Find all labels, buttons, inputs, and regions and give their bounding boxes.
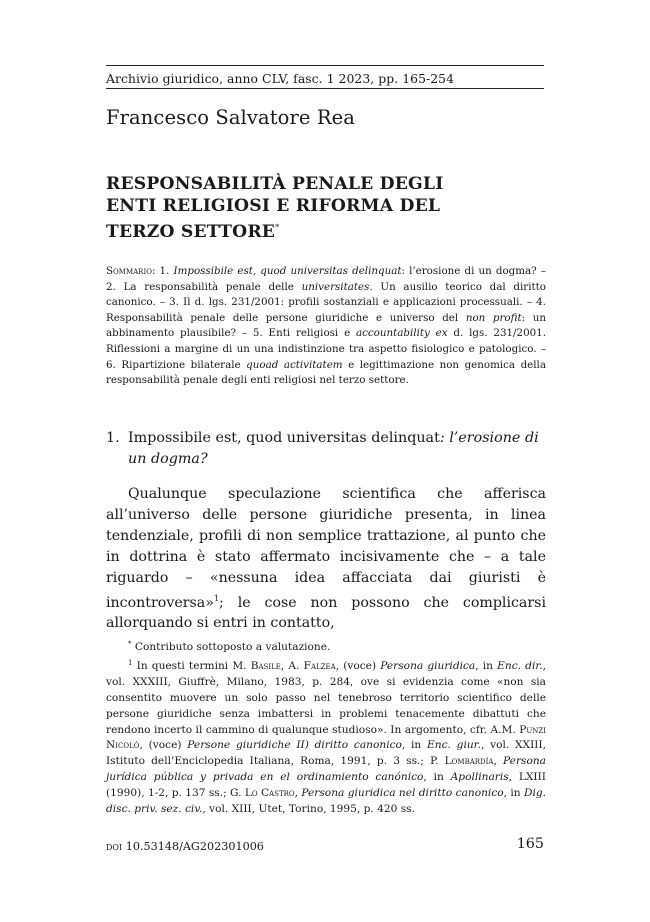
title-line-3	[106, 217, 546, 244]
fn-text: ,	[294, 787, 302, 800]
footnote-1	[106, 656, 546, 818]
summary-text: : 1.	[151, 265, 174, 277]
body-paragraph-text: Qualunque speculazione scientifica che afferisca all’universo delle persone giuridiche presenta, in linea tendenziale, profili di non semplice trattazione, al punto che in dottrina è stato affermato incisivamente che – a tale riguardo – «nessuna idea affacciata dai giuristi è incontroversa»	[106, 486, 546, 611]
summary-text: d. lgs. 231/2001. Riflessioni a margine di un una indistinzione tra aspetto fisiologico e patologico. – 6. Ripartizione bilaterale	[106, 327, 546, 371]
summary-text: : l’erosione di un dogma? – 2. La responsabilità penale delle	[106, 265, 546, 293]
fn-italic: Persona giuridica nel diritto canonico	[301, 787, 504, 800]
author-name: Francesco Salvatore Rea	[106, 106, 356, 129]
header-top-rule	[106, 65, 544, 66]
fn-text: , (voce)	[139, 739, 188, 752]
header-bottom-rule	[106, 88, 544, 89]
fn-text: , (voce)	[335, 659, 381, 672]
summary-text: e legittimazione non genomica della responsabilità penale degli enti religiosi nel terzo settore.	[106, 358, 546, 387]
fn-text: , vol. XXXIII, Giuffrè, Milano, 1983, p. 284, ove si evidenzia come «non sia consentito muovere un solo passo nel tenebroso territorio scientifico delle persone giuridiche senza imbattersi in problemi tenacemente dibattuti che rendono incerto il cammino di qualunque studioso». In argomento, cfr. A.M.	[106, 659, 546, 736]
footnote-star-mark: *	[128, 640, 132, 648]
doi-label: doi	[106, 840, 123, 853]
fn-author: Lo Castro	[244, 787, 295, 800]
summary-text: : un abbinamento plausibile? – 5. Enti religiosi e	[106, 311, 546, 340]
footnote-1-mark: 1	[128, 658, 133, 667]
fn-text: , in	[475, 659, 498, 672]
article-title	[106, 174, 546, 244]
summary-label: Sommario	[106, 265, 152, 277]
section-title-italic: : l’erosione di un dogma?	[128, 430, 539, 467]
footnote-star-text: Contributo sottoposto a valutazione.	[131, 641, 331, 653]
section-title	[128, 428, 546, 469]
body-paragraph-text: ; le cose non possono che complicarsi allorquando si entri in contatto,	[106, 594, 546, 632]
fn-italic: Enc. giur.	[427, 739, 481, 752]
body-paragraph	[106, 484, 546, 634]
summary-block	[106, 264, 546, 389]
fn-text: , vol. XIII, Utet, Torino, 1995, p. 420 ss.	[202, 803, 415, 816]
fn-text: , in	[503, 787, 524, 800]
section-number: 1.	[106, 430, 120, 446]
page-number: 165	[516, 836, 544, 852]
fn-author: Lombardía	[444, 755, 494, 768]
fn-italic: Enc. dir.	[497, 659, 543, 672]
title-line-2: ENTI RELIGIOSI E RIFORMA DEL	[106, 195, 441, 216]
fn-text: ,	[493, 755, 504, 768]
summary-italic: accountability ex	[356, 327, 448, 340]
fn-italic: Persona giuridica	[380, 659, 476, 672]
fn-italic: Persona jurídica pública y privada en el ordinamiento canónico	[106, 755, 546, 784]
doi-value[interactable]: 10.53148/AG202301006	[122, 840, 264, 853]
journal-reference: Archivio giuridico, anno CLV, fasc. 1 2023, pp. 165-254	[106, 71, 455, 86]
fn-text: In questi termini M.	[132, 659, 251, 672]
doi-line	[106, 840, 264, 853]
summary-text: . Un ausilio teorico dal diritto canonico. – 3. Il d. lgs. 231/2001: profili sostanziali e applicazioni processuali. – 4. Responsabilità penale delle persone giuridiche e universo del	[106, 280, 546, 324]
fn-author: Falzea	[303, 659, 336, 672]
section-title-upright: Impossibile est, quod universitas delinquat	[128, 430, 440, 446]
fn-text: , A.	[280, 659, 304, 672]
fn-text: , vol. XXIII, Istituto dell’Enciclopedia Italiana, Roma, 1991, p. 3 ss.; P.	[106, 739, 546, 768]
summary-italic: non profit	[465, 311, 522, 324]
summary-italic: Impossibile est, quod universitas delinquat	[173, 265, 402, 277]
footnote-star	[106, 637, 546, 656]
fn-text: , LXIII (1990), 1-2, p. 137 ss.; G.	[106, 771, 546, 800]
summary-italic: quoad activitatem	[246, 358, 343, 371]
fn-text: , in	[401, 739, 428, 752]
fn-author: Basile	[250, 659, 281, 672]
footnotes	[106, 637, 546, 818]
fn-italic: Dig. disc. priv. sez. civ.	[106, 787, 546, 816]
title-line-1: RESPONSABILITÀ PENALE DEGLI	[106, 174, 444, 194]
fn-italic: Apollinaris	[450, 771, 509, 784]
footnote-ref-1[interactable]: 1	[213, 593, 220, 603]
fn-text: , in	[423, 771, 451, 784]
fn-author: Punzi Nicolò	[106, 723, 546, 752]
fn-italic: Persone giuridiche II) diritto canonico	[187, 739, 402, 752]
body-text	[106, 484, 546, 634]
title-footnote-mark[interactable]: *	[275, 223, 280, 232]
title-line-3-text: TERZO SETTORE	[106, 222, 276, 242]
summary-italic: universitates	[301, 280, 370, 293]
